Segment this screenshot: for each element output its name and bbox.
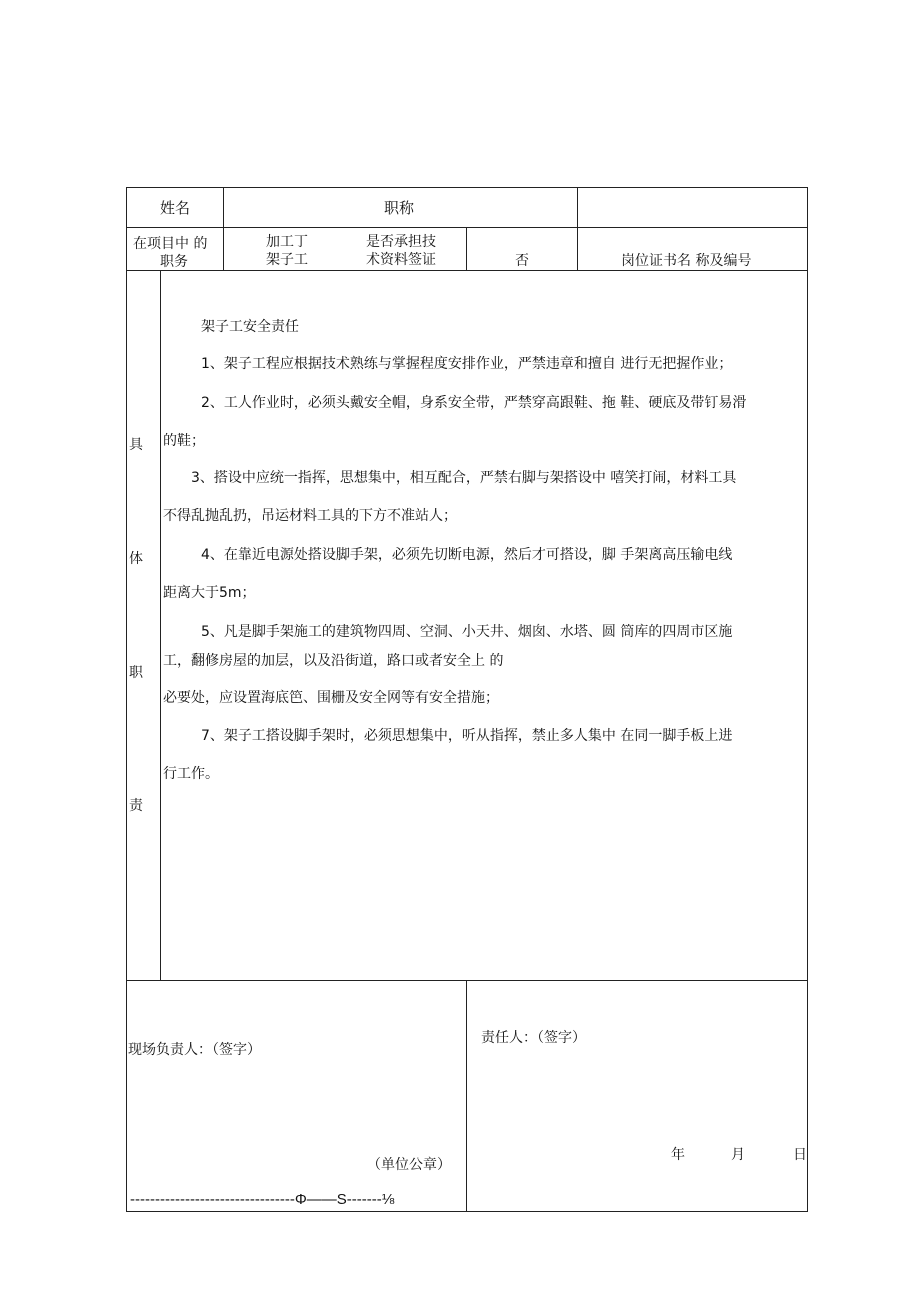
date-month: 月 — [731, 1147, 745, 1163]
header-col-divider-1 — [223, 187, 224, 270]
name-label: 姓名 — [160, 199, 191, 217]
footer-divider — [466, 980, 467, 1211]
role-value-line1: 加工丁 — [266, 234, 308, 250]
header-col-divider-3 — [466, 227, 467, 270]
duty-line: 3、搭设中应统一指挥，思想集中，相互配合，严禁右脚与架搭设中 嘻笑打闹，材料工具 — [191, 470, 737, 486]
tech-value: 否 — [515, 253, 529, 269]
role-label-line2: 职务 — [160, 254, 188, 270]
table-top-border — [126, 187, 808, 188]
table-left-border — [126, 187, 127, 1212]
row1-bottom-border — [126, 227, 808, 228]
title-label: 职称 — [384, 199, 415, 217]
header-col-divider-2 — [577, 187, 578, 270]
responsible-signature: 责任人：（签字） — [481, 1030, 586, 1046]
body-bottom-border — [126, 980, 808, 981]
table-bottom-border — [126, 1211, 808, 1212]
unit-seal: （单位公章） — [367, 1157, 451, 1173]
side-label-char: 责 — [129, 798, 143, 814]
row2-bottom-border — [126, 270, 808, 271]
cert-label: 岗位证书名 称及编号 — [621, 253, 752, 269]
duty-line: 1、架子工程应根据技术熟练与掌握程度安排作业，严禁违章和擅自 进行无把握作业； — [201, 356, 733, 372]
tech-label-line2: 术资料签证 — [366, 252, 436, 268]
site-manager-signature: 现场负责人：（签字） — [128, 1042, 261, 1058]
duty-line: 2、工人作业时，必须头戴安全帽，身系安全带，严禁穿高跟鞋、拖 鞋、硬底及带钉易滑 — [201, 395, 747, 411]
duty-line: 的鞋； — [163, 433, 205, 449]
duty-line: 7、架子工搭设脚手架时，必须思想集中，听从指挥，禁止多人集中 在同一脚手板上进 — [201, 728, 733, 744]
duty-line: 必要处，应设置海底笆、围栅及安全网等有安全措施； — [163, 690, 499, 706]
side-label-char: 具 — [129, 437, 143, 453]
table-right-border — [807, 187, 808, 1212]
duty-line: 5、凡是脚手架施工的建筑物四周、空洞、小天井、烟囱、水塔、圆 筒库的四周市区施 — [201, 624, 733, 640]
duty-line: 4、在靠近电源处搭设脚手架，必须先切断电源，然后才可搭设，脚 手架离高压输电线 — [201, 547, 733, 563]
duty-line: 工，翻修房屋的加层，以及沿街道，路口或者安全上 的 — [163, 653, 504, 669]
duties-title: 架子工安全责任 — [201, 319, 299, 335]
duty-line: 不得乱抛乱扔，吊运材料工具的下方不准站人； — [163, 508, 457, 524]
role-label-line1: 在项目中 的 — [133, 236, 208, 252]
body-side-divider — [160, 270, 161, 980]
signature-dash-line: ---------------------------------Φ——S-------⅛ — [130, 1191, 395, 1208]
duty-line: 距离大于5m； — [163, 585, 256, 601]
date-year: 年 — [671, 1147, 685, 1163]
tech-label-line1: 是否承担技 — [366, 234, 436, 250]
side-label-char: 体 — [129, 551, 143, 567]
side-label-char: 职 — [129, 665, 143, 681]
duty-line: 行工作。 — [163, 766, 219, 782]
role-value-line2: 架子工 — [266, 252, 308, 268]
date-day: 日 — [793, 1147, 807, 1163]
